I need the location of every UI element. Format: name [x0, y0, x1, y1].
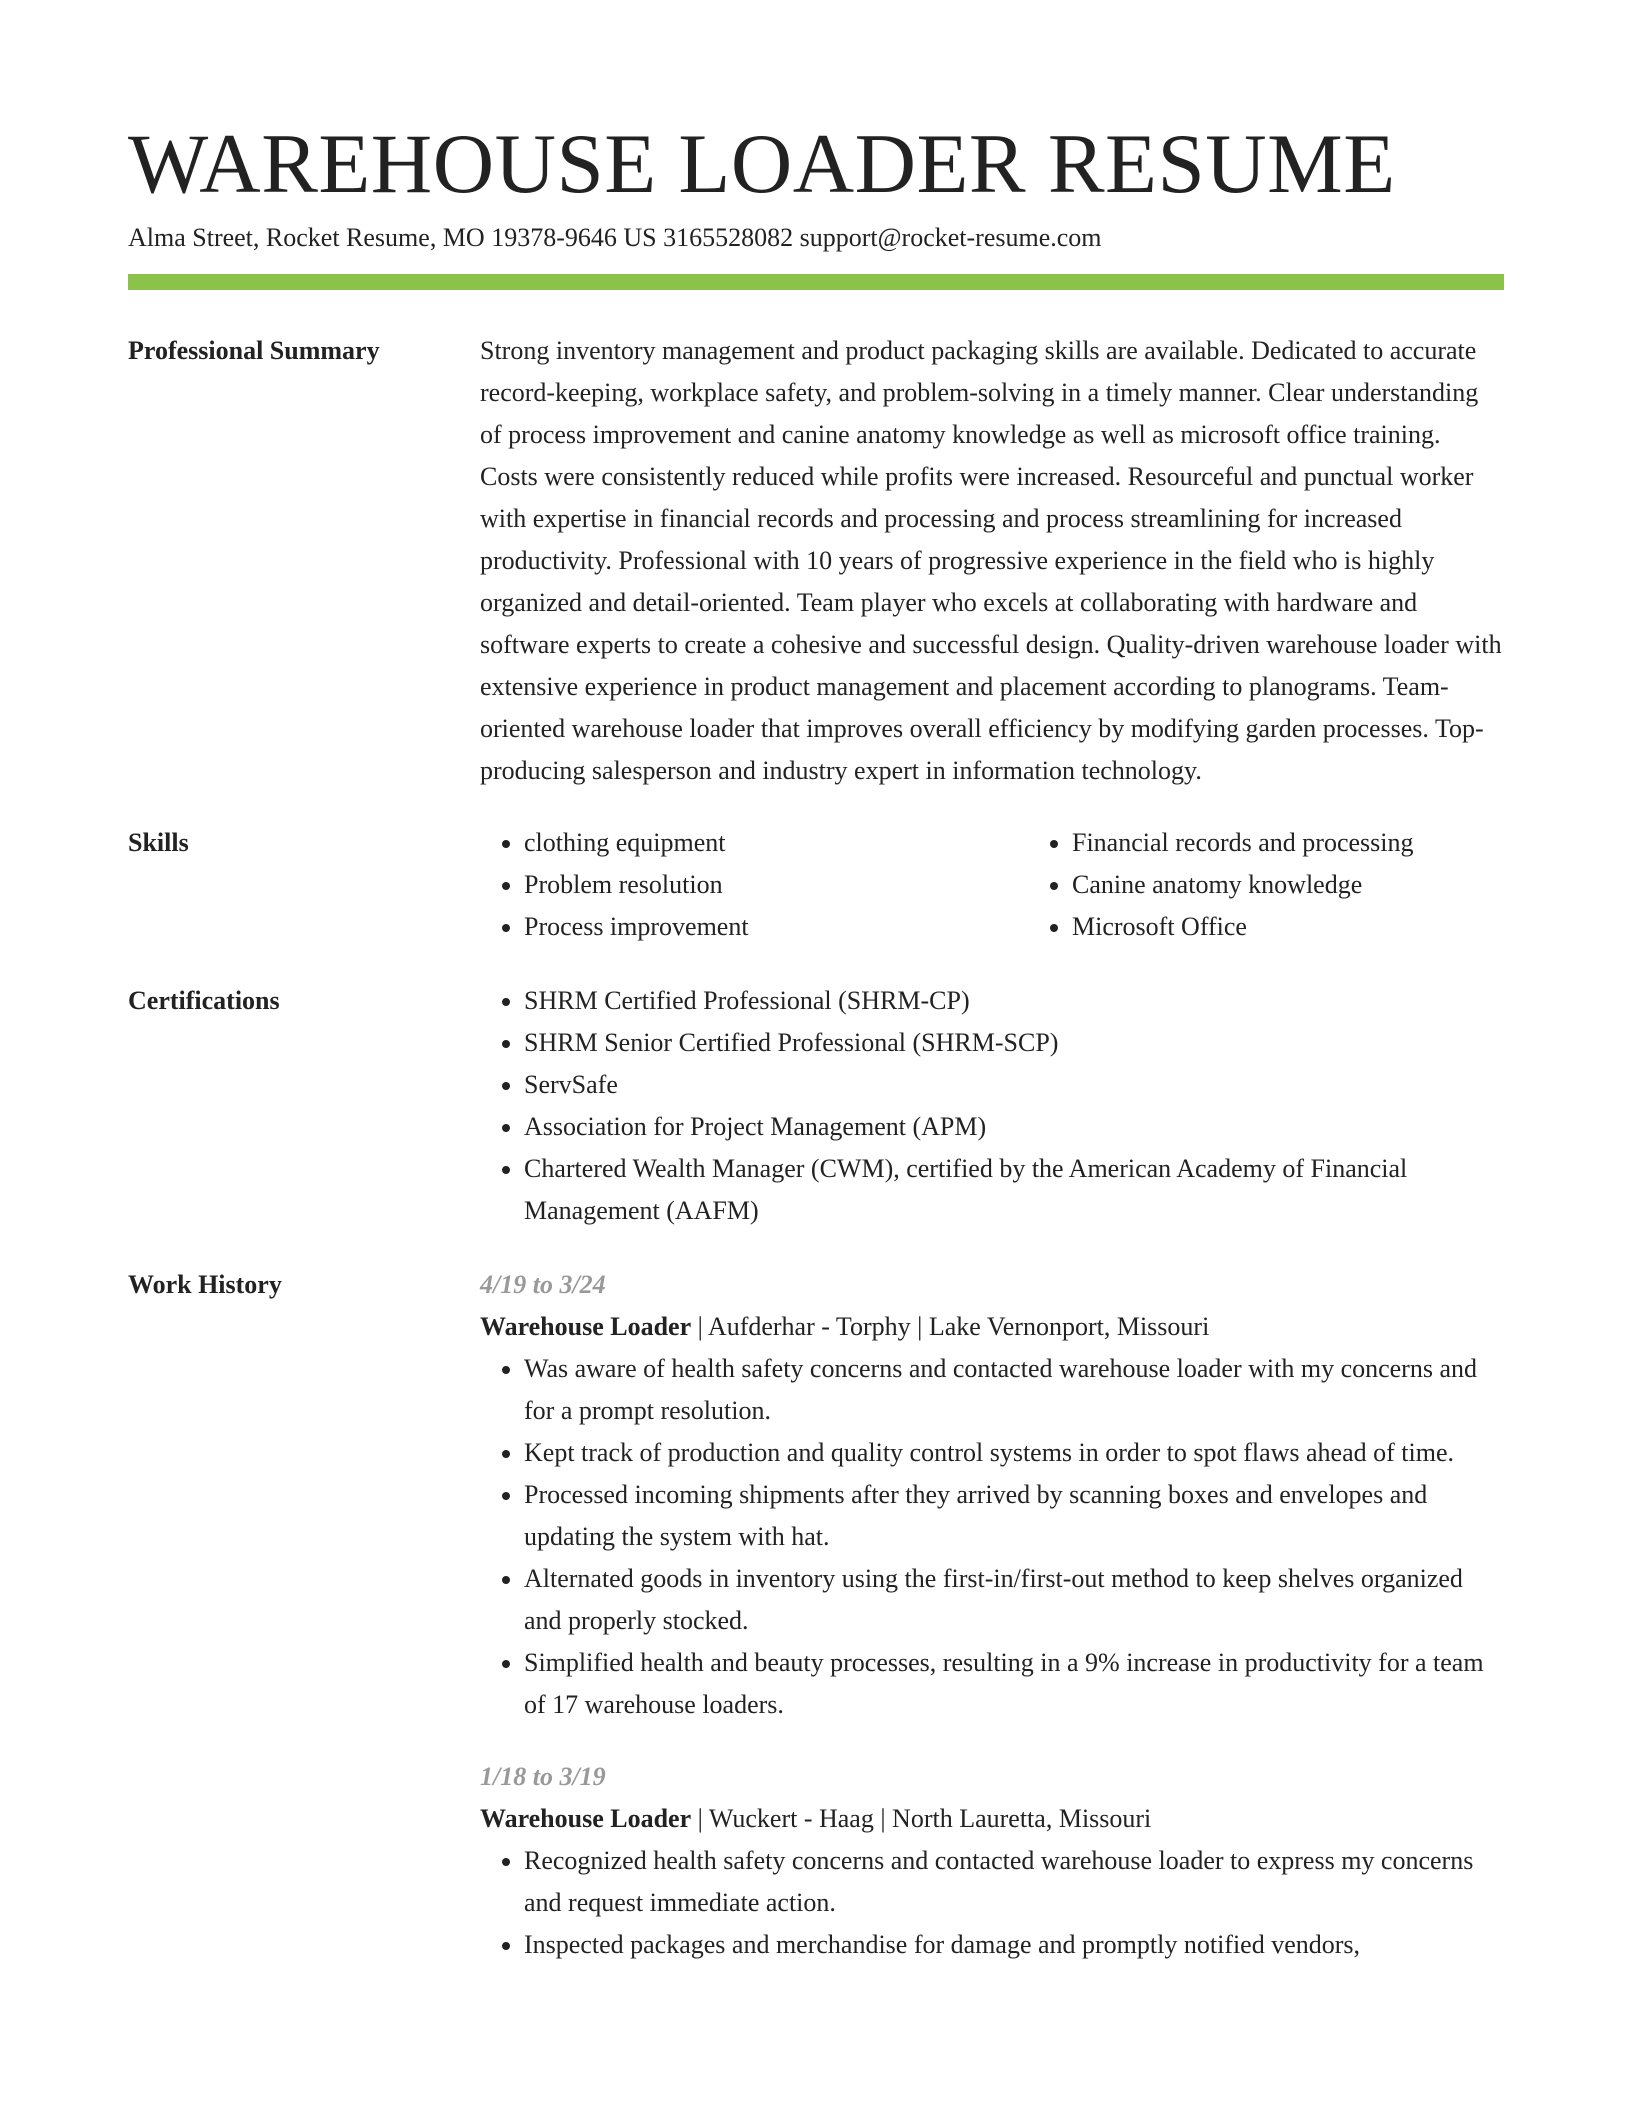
job-bullet: • Inspected packages and merchandise for damage and promptly notified vendors,	[524, 1924, 1504, 1966]
accent-divider	[128, 274, 1504, 290]
section-label-work-history: Work History	[128, 1269, 282, 1299]
job-details: | Wuckert - Haag | North Lauretta, Missouri	[691, 1803, 1152, 1833]
summary-text: Strong inventory management and product packaging skills are available. Dedicated to accurate record-keeping, workplace safety, and problem-solving in a timely manner. Clear understanding of process improvement and canine anatomy knowledge as well as microsoft office training. Costs were consistently reduced while profits were increased. Resourceful and punctual worker with expertise in financial records and processing and process streamlining for increased productivity. Professional with 10 years of progressive experience in the field who is highly organized and detail-oriented. Team player who excels at collaborating with hardware and software experts to create a cohesive and successful design. Quality-driven warehouse loader with extensive experience in product management and placement according to planograms. Team-oriented warehouse loader that improves overall efficiency by modifying garden processes. Top-producing salesperson and industry expert in information technology.	[480, 335, 1502, 785]
summary-body	[480, 330, 1504, 792]
section-label-summary: Professional Summary	[128, 335, 380, 365]
job-bullet: • Simplified health and beauty processes, resulting in a 9% increase in productivity for a team of 17 warehouse loaders.	[524, 1642, 1504, 1726]
skill-item: • clothing equipment	[524, 822, 1028, 864]
job-bullet: • Was aware of health safety concerns and contacted warehouse loader with my concerns and for a prompt resolution.	[524, 1348, 1504, 1432]
job-bullet: • Recognized health safety concerns and contacted warehouse loader to express my concerns and request immediate action.	[524, 1840, 1504, 1924]
certification-item: • SHRM Certified Professional (SHRM-CP)	[524, 980, 1504, 1022]
work-history-section	[128, 1264, 1504, 1966]
certifications-list	[480, 980, 1504, 1232]
job-bullet: • Processed incoming shipments after they arrived by scanning boxes and envelopes and updating the system with hat.	[524, 1474, 1504, 1558]
summary-section	[128, 330, 1504, 792]
job-entry	[480, 1756, 1504, 1966]
job-entry	[480, 1264, 1504, 1726]
skill-item: • Process improvement	[524, 906, 1028, 948]
certifications-section	[128, 980, 1504, 1232]
skill-item: • Microsoft Office	[1072, 906, 1576, 948]
skills-grid	[480, 822, 1576, 948]
section-label-skills: Skills	[128, 827, 189, 857]
job-dates: 1/18 to 3/19	[480, 1761, 606, 1791]
resume-title: WAREHOUSE LOADER RESUME	[128, 117, 1396, 211]
job-heading	[480, 1798, 1504, 1840]
work-history-body	[480, 1264, 1504, 1966]
certification-item: • ServSafe	[524, 1064, 1504, 1106]
job-title: Warehouse Loader	[480, 1311, 692, 1341]
skills-list-left	[480, 822, 1028, 948]
job-heading	[480, 1306, 1504, 1348]
certification-item: • SHRM Senior Certified Professional (SHRM-SCP)	[524, 1022, 1504, 1064]
contact-line: Alma Street, Rocket Resume, MO 19378-9646 US 3165528082 support@rocket-resume.com	[128, 222, 1102, 252]
skill-item: • Problem resolution	[524, 864, 1028, 906]
resume-page	[128, 118, 1504, 1966]
section-label-certifications: Certifications	[128, 985, 280, 1015]
certification-item: • Association for Project Management (APM)	[524, 1106, 1504, 1148]
job-title: Warehouse Loader	[480, 1803, 692, 1833]
certifications-body	[480, 980, 1504, 1232]
job-bullet-list	[480, 1348, 1504, 1726]
job-bullet: • Alternated goods in inventory using the first-in/first-out method to keep shelves organized and properly stocked.	[524, 1558, 1504, 1642]
skills-list-right	[1028, 822, 1576, 948]
job-details: | Aufderhar - Torphy | Lake Vernonport, Missouri	[691, 1311, 1210, 1341]
job-bullet: • Kept track of production and quality control systems in order to spot flaws ahead of time.	[524, 1432, 1504, 1474]
skills-section	[128, 822, 1504, 948]
certification-item: • Chartered Wealth Manager (CWM), certified by the American Academy of Financial Management (AAFM)	[524, 1148, 1504, 1232]
job-dates: 4/19 to 3/24	[480, 1269, 606, 1299]
skill-item: • Canine anatomy knowledge	[1072, 864, 1576, 906]
job-bullet-list	[480, 1840, 1504, 1966]
skill-item: • Financial records and processing	[1072, 822, 1576, 864]
